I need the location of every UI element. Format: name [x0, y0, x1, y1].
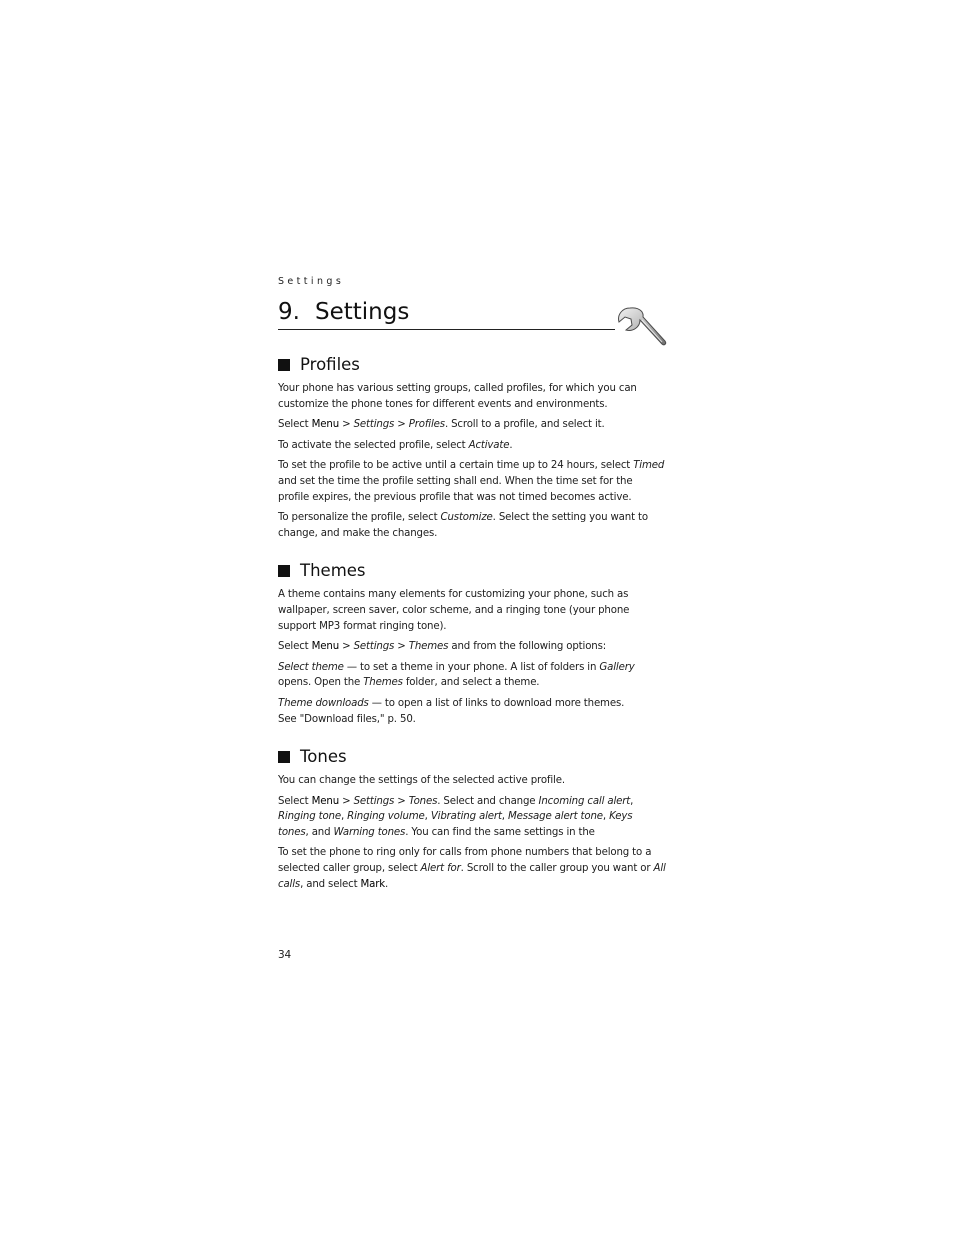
paragraph: A theme contains many elements for customizing your phone, such as wallpaper, screen saver, color scheme, and a ringing tone (your phone support MP3 format ringing tone). — [278, 589, 630, 632]
paragraph: To set the profile to be active until a certain time up to 24 hours, select Timed and set the time the profile setting shall end. When the time set for the profile expires, the previous profile that was not timed becomes active. — [278, 460, 665, 503]
section-tones — [278, 746, 666, 892]
square-bullet-icon — [278, 751, 290, 763]
paragraph: To personalize the profile, select Customize. Select the setting you want to change, and make the changes. — [278, 512, 648, 539]
section-title: Themes — [300, 561, 366, 581]
chapter-heading — [278, 298, 615, 330]
paragraph: To set the phone to ring only for calls from phone numbers that belong to a selected caller group, select Alert for. Scroll to the caller group you want or All calls, and select Mark. — [278, 847, 666, 890]
section-title: Tones — [300, 747, 347, 767]
option-theme-downloads: Theme downloads — to open a list of links to download more themes. See "Download files," p. 50. — [278, 697, 625, 725]
paragraph: Select Menu > Settings > Themes and from the following options: — [278, 641, 607, 653]
square-bullet-icon — [278, 359, 290, 371]
section-profiles — [278, 354, 666, 541]
wrench-icon — [616, 306, 668, 350]
section-header-profiles — [278, 354, 666, 376]
paragraph: Select Menu > Settings > Tones. Select and change Incoming call alert, Ringing tone, Ringing volume, Vibrating alert, Message alert tone, Keys tones, and Warning tones. You can find the same settings in the — [278, 795, 634, 838]
chapter-title — [278, 298, 615, 326]
page-number: 34 — [278, 949, 292, 961]
option-select-theme: Select theme — to set a theme in your phone. A list of folders in Gallery opens. Open the Themes folder, and select a theme. — [278, 661, 635, 689]
section-title: Profiles — [300, 355, 360, 374]
paragraph: You can change the settings of the selected active profile. — [278, 775, 565, 787]
paragraph: To activate the selected profile, select Activate. — [278, 439, 513, 451]
paragraph: Your phone has various setting groups, called profiles, for which you can customize the phone tones for different events and environments. — [278, 383, 637, 410]
cross-reference: See "Download files," p. 50. — [278, 713, 416, 725]
section-themes — [278, 560, 666, 727]
section-header-tones — [278, 746, 666, 768]
running-header: Settings — [278, 276, 345, 287]
section-header-themes — [278, 560, 666, 582]
paragraph: Select Menu > Settings > Profiles. Scroll to a profile, and select it. — [278, 419, 605, 431]
square-bullet-icon — [278, 565, 290, 577]
chapter-title-text: Settings — [315, 299, 410, 325]
sections — [278, 354, 666, 911]
chapter-number: 9. — [278, 299, 300, 325]
